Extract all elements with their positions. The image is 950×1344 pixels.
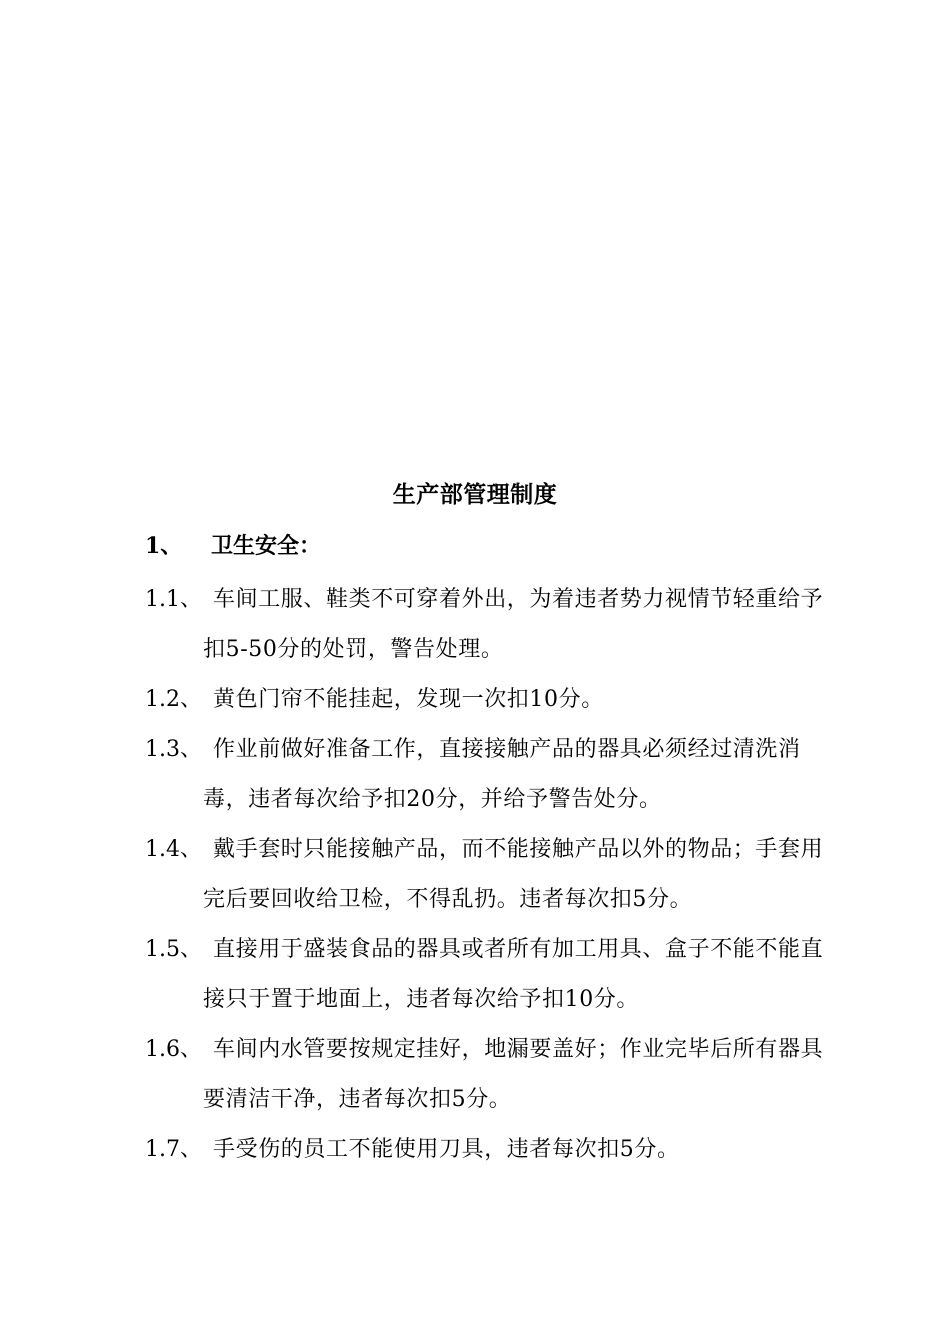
- item-text: 车间内水管要按规定挂好，地漏要盖好；作业完毕后所有器具要清洁干净，违者每次扣5分。: [203, 1037, 824, 1112]
- section-title: 卫生安全：: [211, 533, 322, 559]
- rule-list: [145, 575, 835, 1175]
- list-item: [145, 1125, 835, 1175]
- item-text: 车间工服、鞋类不可穿着外出，为着违者势力视情节轻重给予扣5-50分的处罚，警告处理。: [203, 587, 824, 662]
- page-title: 生产部管理制度: [392, 481, 558, 508]
- list-item: [145, 925, 835, 1025]
- list-item: [145, 675, 835, 725]
- list-item: [145, 1025, 835, 1125]
- list-item: [145, 725, 835, 825]
- item-text: 作业前做好准备工作，直接接触产品的器具必须经过清洗消毒，违者每次给予扣20分，并给予警告处分。: [203, 737, 801, 812]
- item-text: 戴手套时只能接触产品，而不能接触产品以外的物品；手套用完后要回收给卫检，不得乱扔。违者每次扣5分。: [203, 837, 824, 912]
- item-number: 1.3、: [145, 737, 202, 762]
- item-number: 1.1、: [145, 587, 202, 612]
- item-number: 1.7、: [145, 1137, 202, 1162]
- item-text: 黄色门帘不能挂起，发现一次扣10分。: [213, 687, 604, 712]
- item-text: 直接用于盛装食品的器具或者所有加工用具、盒子不能不能直接只于置于地面上，违者每次给予扣10分。: [203, 937, 824, 1012]
- item-text: 手受伤的员工不能使用刀具，违者每次扣5分。: [213, 1137, 680, 1162]
- section-heading: [145, 529, 321, 563]
- item-number: 1.2、: [145, 687, 202, 712]
- item-number: 1.4、: [145, 837, 202, 862]
- list-item: [145, 825, 835, 925]
- section-number: 1、: [145, 533, 183, 559]
- list-item: [145, 575, 835, 675]
- item-number: 1.5、: [145, 937, 202, 962]
- item-number: 1.6、: [145, 1037, 202, 1062]
